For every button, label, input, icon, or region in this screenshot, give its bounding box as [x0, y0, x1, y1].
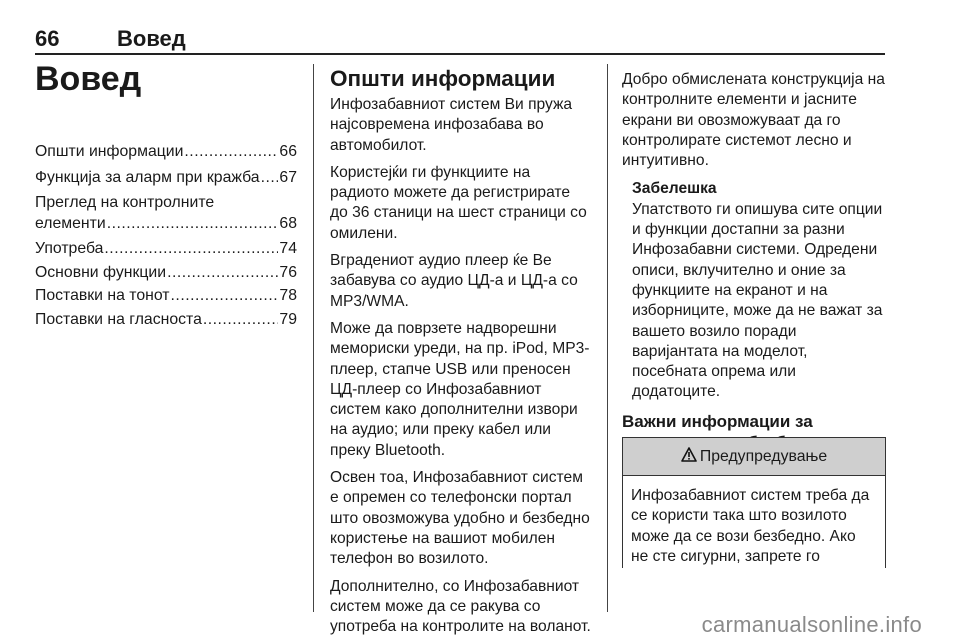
watermark: carmanualsonline.info: [701, 612, 922, 637]
toc-entry[interactable]: [35, 308, 297, 332]
column-divider-1: [313, 64, 314, 612]
toc-leader-dots: [184, 140, 278, 164]
warning-title: Предупредување: [699, 447, 828, 465]
running-header: Вовед: [117, 26, 186, 51]
header-rule: [35, 53, 885, 55]
note-body: Упатството ги опишува сите опции и функции достапни за разни Инфозабавни системи. Одредени описи, вклучително и оние за функциите на екранот и на изборниците, може да не важат за вашето возило поради варијантата на моделот, посебната опрема или додатоците.: [632, 200, 883, 401]
warning-triangle-icon: [681, 447, 697, 467]
toc-entry-label: Општи информации: [35, 143, 184, 160]
toc-leader-dots: [261, 166, 279, 190]
toc-entry-label: Основни функции: [35, 263, 167, 281]
warning-box: [622, 437, 886, 568]
toc-leader-dots: [171, 284, 279, 308]
paragraph: Дополнително, со Инфозабавниот систем може да се ракува со употреба на контролите на воланот.: [330, 577, 591, 636]
toc-leader-dots: [203, 308, 279, 332]
toc-entry[interactable]: [35, 192, 297, 234]
paragraph: Освен тоа, Инфозабавниот систем е опремен со телефонски портал што овозможува удобно и безбедно користење на вашиот мобилен телефон во возилото.: [330, 469, 590, 568]
toc-leader-dots: [107, 213, 279, 234]
paragraph: Може да поврзете надворешни мемориски уреди, на пр. iPod, MP3-плеер, стапче USB или преносен ЦД-плеер со Инфозабавниот систем како дополнителни извори на аудио; или преку кабел или преку Bluetooth.: [330, 319, 590, 459]
toc-entry-page: 76: [279, 263, 297, 281]
column-operation-info: [622, 70, 886, 482]
paragraph: Вградениот аудио плеер ќе Ве забавува со аудио ЦД-а и ЦД-а со MP3/WMA.: [330, 252, 578, 310]
paragraph: Добро обмислената конструкција на контролните елементи и јасните екрани ви овозможуваат да го контролирате системот лесно и интуитивно.: [622, 71, 885, 170]
toc-entry[interactable]: [35, 140, 297, 164]
toc-entry-label: Поставки на гласноста: [35, 310, 202, 328]
table-of-contents: [35, 140, 297, 331]
column-general-info: [330, 66, 592, 644]
toc-entry[interactable]: [35, 166, 297, 190]
toc-entry-label-line: Преглед на контролните: [35, 194, 215, 211]
toc-entry-page: 66: [279, 143, 297, 160]
toc-entry[interactable]: [35, 261, 297, 285]
chapter-title: Вовед: [35, 60, 142, 98]
toc-entry-label: Функција за аларм при кражба: [35, 168, 260, 186]
note-block: [632, 179, 886, 402]
toc-entry-label: елементи: [35, 215, 106, 232]
toc-entry-page: 78: [279, 287, 297, 304]
toc-entry-label: Употреба: [35, 240, 104, 257]
section-heading: Важни информации за: [622, 411, 813, 431]
note-title: Забелешка: [632, 180, 717, 198]
toc-entry-page: 67: [279, 168, 297, 186]
toc-entry-label: Поставки на тонот: [35, 287, 170, 304]
toc-entry-page: 74: [279, 240, 297, 257]
toc-leader-dots: [167, 261, 278, 285]
section-heading: Општи информации: [330, 66, 556, 91]
toc-entry[interactable]: [35, 237, 297, 261]
toc-leader-dots: [104, 237, 278, 261]
toc-entry-page: 79: [279, 310, 297, 328]
warning-header: [623, 438, 885, 476]
column-divider-2: [607, 64, 608, 612]
page-number: 66: [35, 26, 60, 51]
paragraph: Користејќи ги функциите на радиото можете да регистрирате до 36 станици на шест страници со омилени.: [330, 163, 587, 242]
toc-entry[interactable]: [35, 284, 297, 308]
paragraph: Инфозабавниот систем Ви пружа најсовремена инфозабава во автомобилот.: [330, 96, 573, 154]
toc-entry-page: 68: [279, 215, 297, 232]
warning-body: Инфозабавниот систем треба да се користи така што возилото може да се вози безбедно. Ако не сте сигурни, запрете го: [631, 487, 870, 565]
